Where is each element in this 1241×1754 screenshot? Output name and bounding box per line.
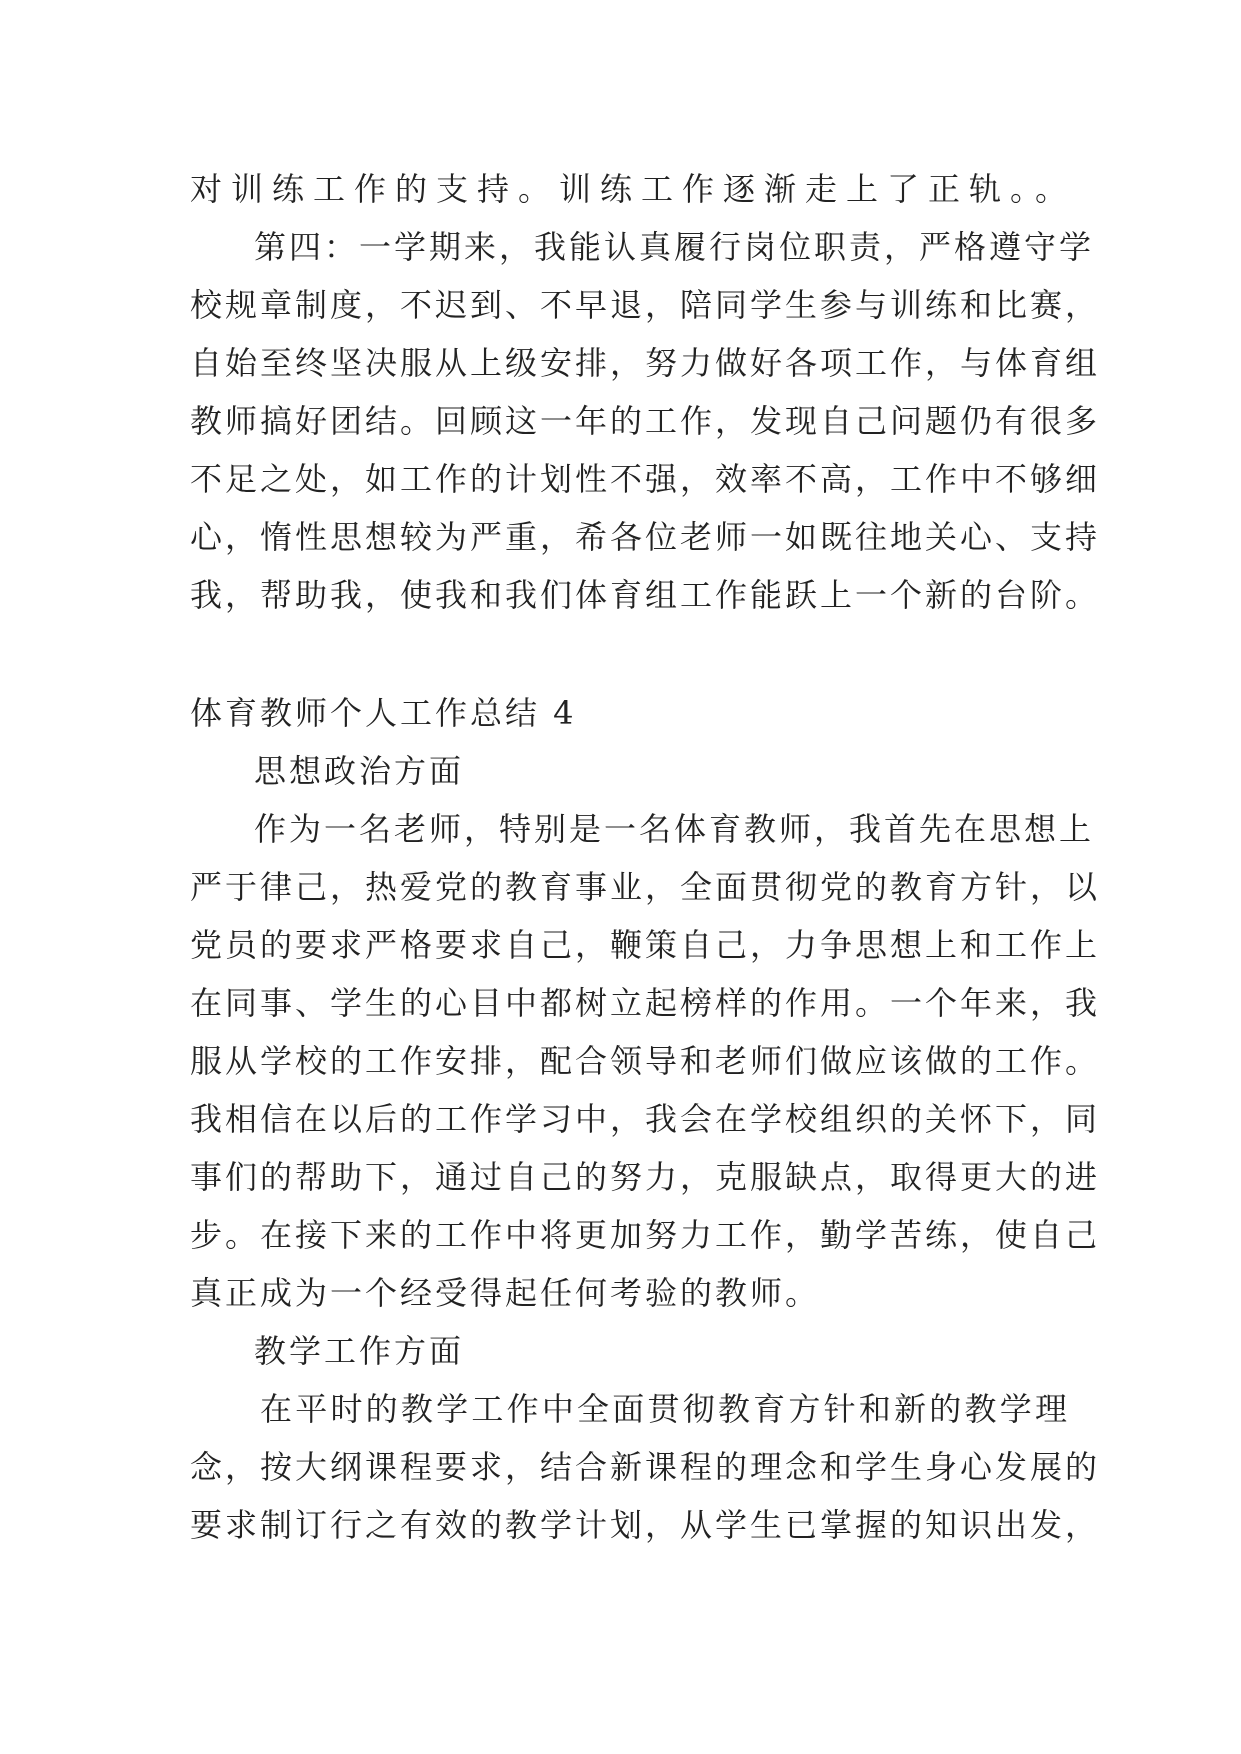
text-line: 我，帮助我，使我和我们体育组工作能跃上一个新的台阶。	[190, 576, 1101, 614]
section-title: 体育教师个人工作总结 4	[190, 694, 577, 732]
text-line: 事们的帮助下，通过自己的努力，克服缺点，取得更大的进	[190, 1158, 1101, 1196]
subheading-teaching: 教学工作方面	[254, 1332, 465, 1370]
section-gap	[190, 624, 1070, 684]
text-line: 在平时的教学工作中全面贯彻教育方针和新的教学理	[260, 1390, 1070, 1428]
text-line: 校规章制度，不迟到、不早退，陪同学生参与训练和比赛，	[190, 286, 1101, 324]
subheading-politics: 思想政治方面	[254, 752, 465, 790]
text-line: 真正成为一个经受得起任何考验的教师。	[190, 1274, 821, 1312]
document-body	[190, 160, 1101, 1554]
text-line: 自始至终坚决服从上级安排，努力做好各项工作，与体育组	[190, 344, 1101, 382]
text-line: 在同事、学生的心目中都树立起榜样的作用。一个年来，我	[190, 984, 1101, 1022]
text-line: 要求制订行之有效的教学计划，从学生已掌握的知识出发，	[190, 1506, 1101, 1544]
text-line: 心，惰性思想较为严重，希各位老师一如既往地关心、支持	[190, 518, 1101, 556]
text-line: 严于律己，热爱党的教育事业，全面贯彻党的教育方针，以	[190, 868, 1101, 906]
text-line: 第四：一学期来，我能认真履行岗位职责，严格遵守学	[254, 228, 1095, 266]
text-line: 念，按大纲课程要求，结合新课程的理念和学生身心发展的	[190, 1448, 1101, 1486]
text-line: 不足之处，如工作的计划性不强，效率不高，工作中不够细	[190, 460, 1101, 498]
text-line: 我相信在以后的工作学习中，我会在学校组织的关怀下，同	[190, 1100, 1101, 1138]
text-line: 作为一名老师，特别是一名体育教师，我首先在思想上	[254, 810, 1095, 848]
text-line: 党员的要求严格要求自己，鞭策自己，力争思想上和工作上	[190, 926, 1101, 964]
text-line: 教师搞好团结。回顾这一年的工作，发现自己问题仍有很多	[190, 402, 1101, 440]
text-line: 步。在接下来的工作中将更加努力工作，勤学苦练，使自己	[190, 1216, 1101, 1254]
text-line: 服从学校的工作安排，配合领导和老师们做应该做的工作。	[190, 1042, 1101, 1080]
text-line: 对训练工作的支持。训练工作逐渐走上了正轨。。	[190, 170, 1070, 208]
